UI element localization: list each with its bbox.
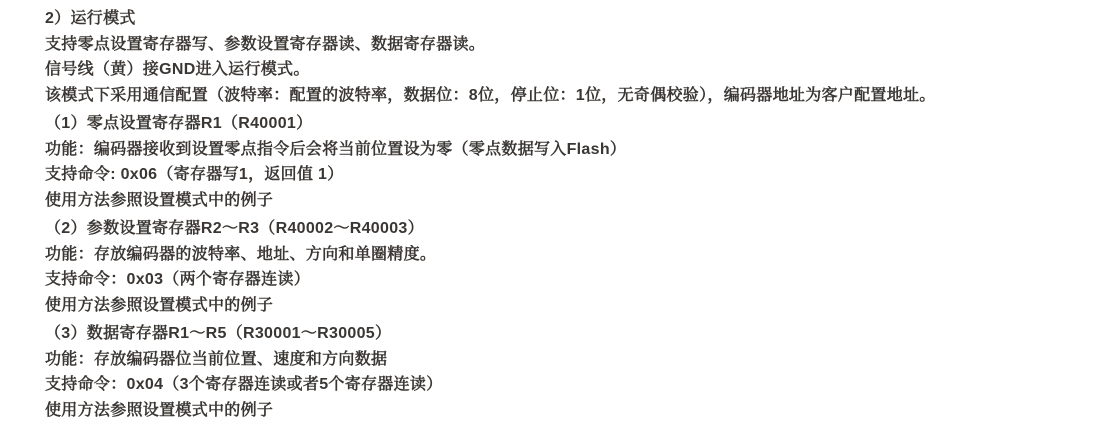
function-description: 功能：编码器接收到设置零点指令后会将当前位置设为零（零点数据写入Flash） (45, 140, 627, 158)
subsection-title-zero-set-register: （1）零点设置寄存器R1（R40001） (45, 115, 313, 132)
intro-signal-wire: 信号线（黄）接GND进入运行模式。 (45, 61, 310, 78)
supported-command: 支持命令：0x04（3个寄存器连读或者5个寄存器连读） (45, 376, 443, 393)
register-section-zero-set (45, 111, 1075, 213)
intro-comm-config: 该模式下采用通信配置（波特率：配置的波特率，数据位：8位，停止位：1位，无奇偶校验），编码器地址为客户配置地址。 (45, 86, 936, 104)
register-section-parameter (45, 216, 1075, 318)
subsection-title-parameter-registers: （2）参数设置寄存器R2～R3（R40002～R40003） (45, 220, 424, 237)
usage-reference-note: 使用方法参照设置模式中的例子 (45, 191, 274, 209)
supported-command: 支持命令：0x03（两个寄存器连读） (45, 271, 310, 288)
run-mode-heading: 2）运行模式 (45, 10, 136, 27)
function-description: 功能：存放编码器的波特率、地址、方向和单圈精度。 (45, 245, 437, 263)
usage-reference-note: 使用方法参照设置模式中的例子 (45, 401, 274, 419)
subsection-title-data-registers: （3）数据寄存器R1～R5（R30001～R30005） (45, 325, 392, 342)
intro-supported-operations: 支持零点设置寄存器写、参数设置寄存器读、数据寄存器读。 (45, 35, 486, 53)
register-section-data (45, 321, 1075, 423)
function-description: 功能：存放编码器位当前位置、速度和方向数据 (45, 350, 388, 368)
supported-command: 支持命令: 0x06（寄存器写1，返回值 1） (45, 166, 344, 183)
usage-reference-note: 使用方法参照设置模式中的例子 (45, 296, 274, 314)
